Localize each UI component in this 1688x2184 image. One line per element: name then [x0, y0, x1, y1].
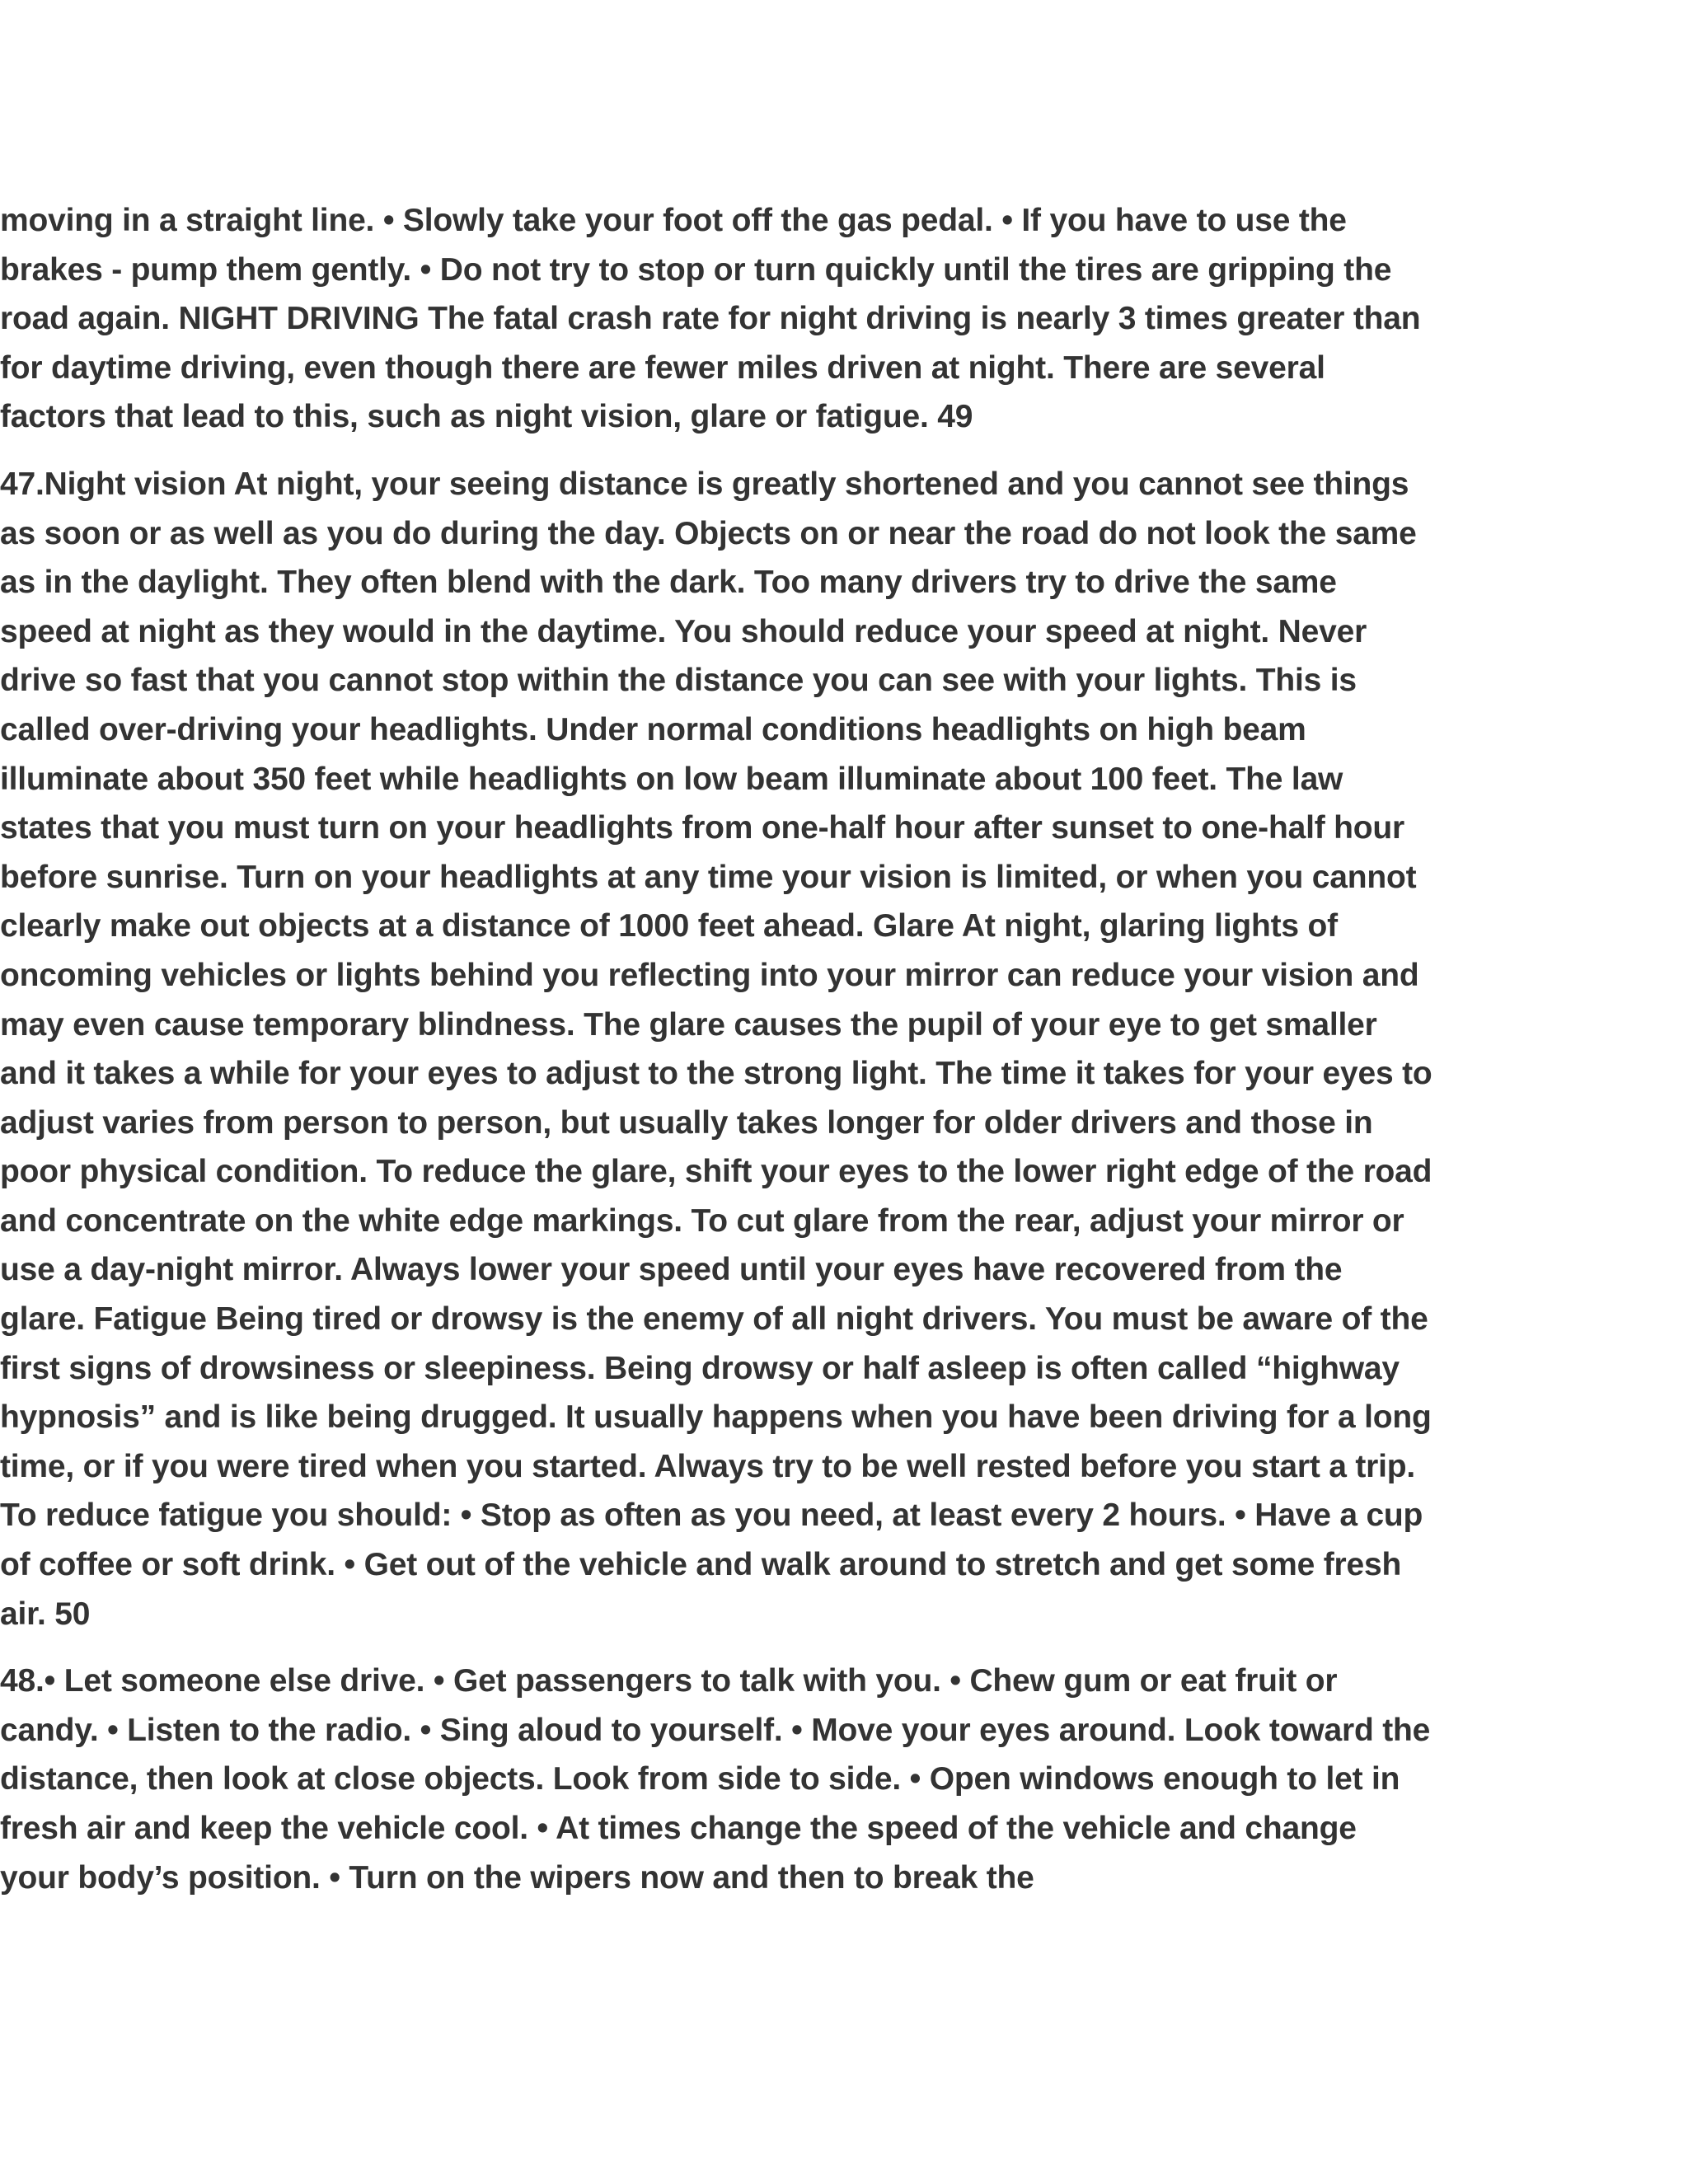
paragraph-night-driving-intro: moving in a straight line. • Slowly take your foot off the gas pedal. • If you have to use the brakes - pump them gently. • Do not try to stop or turn quickly until the tires are gripping the road again. NIGHT DRIVING The fatal crash rate for night driving is nearly 3 times greater than for daytime driving, even though there are fewer miles driven at night. There are several factors that lead to this, such as night vision, glare or fatigue. 49: [0, 203, 1421, 435]
paragraph-fatigue-tips: 48.• Let someone else drive. • Get passengers to talk with you. • Chew gum or eat fruit or candy. • Listen to the radio. • Sing aloud to yourself. • Move your eyes around. Look toward the distance, then look at close objects. Look from side to side. • Open windows enough to let in fresh air and keep the vehicle cool. • At times change the speed of the vehicle and change your body’s position. • Turn on the wipers now and then to break the: [0, 1663, 1431, 1896]
document-body: [0, 196, 1434, 1920]
paragraph-night-vision: 47.Night vision At night, your seeing distance is greatly shortened and you cannot see things as soon or as well as you do during the day. Objects on or near the road do not look the same as in the daylight. They often blend with the dark. Too many drivers try to drive the same speed at night as they would in the daytime. You should reduce your speed at night. Never drive so fast that you cannot stop within the distance you can see with your lights. This is called over-driving your headlights. Under normal conditions headlights on high beam illuminate about 350 feet while headlights on low beam illuminate about 100 feet. The law states that you must turn on your headlights from one-half hour after sunset to one-half hour before sunrise. Turn on your headlights at any time your vision is limited, or when you cannot clearly make out objects at a distance of 1000 feet ahead. Glare At night, glaring lights of oncoming vehicles or lights behind you reflecting into your mirror can reduce your vision and may even cause temporary blindness. The glare causes the pupil of your eye to get smaller and it takes a while for your eyes to adjust to the strong light. The time it takes for your eyes to adjust varies from person to person, but usually takes longer for older drivers and those in poor physical condition. To reduce the glare, shift your eyes to the lower right edge of the road and concentrate on the white edge markings. To cut glare from the rear, adjust your mirror or use a day-night mirror. Always lower your speed until your eyes have recovered from the glare. Fatigue Being tired or drowsy is the enemy of all night drivers. You must be aware of the first signs of drowsiness or sleepiness. Being drowsy or half asleep is often called “highway hypnosis” and is like being drugged. It usually happens when you have been driving for a long time, or if you were tired when you started. Always try to be well rested before you start a trip. To reduce fatigue you should: • Stop as often as you need, at least every 2 hours. • Have a cup of coffee or soft drink. • Get out of the vehicle and walk around to stretch and get some fresh air. 50: [0, 466, 1432, 1632]
